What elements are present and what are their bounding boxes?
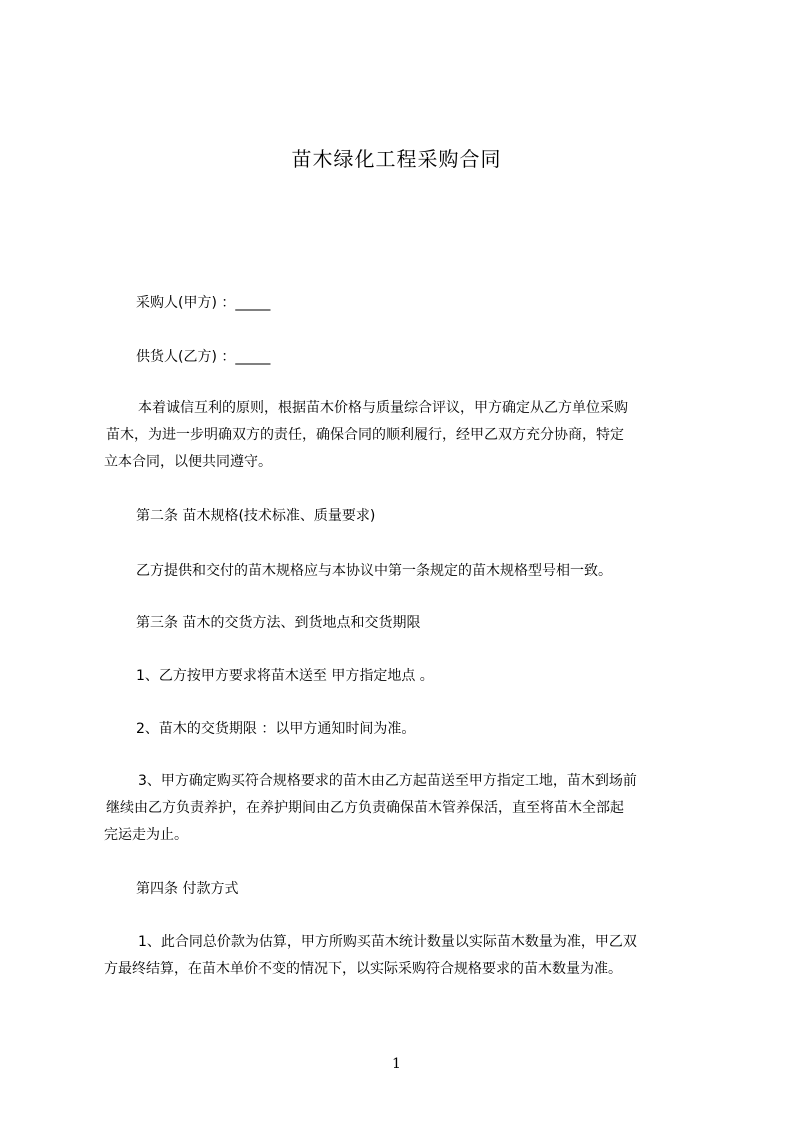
article3-item-3-line-3: 完运走为止。 — [104, 827, 188, 843]
article2-heading: 第二条 苗木规格(技术标准、质量要求) — [136, 508, 376, 524]
intro-line-3: 立本合同，以便共同遵守。 — [104, 454, 272, 470]
article4-item-1 — [104, 929, 704, 983]
page-number: 1 — [392, 1056, 401, 1072]
article4-item-1-line-1: 1、此合同总价款为估算，甲方所购买苗木统计数量以实际苗木数量为准，甲乙双 — [138, 934, 637, 950]
article2-text: 乙方提供和交付的苗木规格应与本协议中第一条规定的苗木规格型号相一致。 — [136, 563, 612, 579]
article3-heading: 第三条 苗木的交货方法、到货地点和交货期限 — [136, 615, 421, 631]
article3-item-2: 2、苗木的交货期限 ：以甲方通知时间为准。 — [136, 721, 416, 737]
contract-title: 苗木绿化工程采购合同 — [291, 147, 502, 171]
article3-item-1: 1、乙方按甲方要求将苗木送至 甲方指定地点 。 — [136, 668, 434, 684]
intro-line-1: 本着诚信互利的原则，根据苗木价格与质量综合评议，甲方确定从乙方单位采购 — [138, 400, 628, 416]
intro-paragraph — [104, 395, 704, 476]
article3-item-3-line-2: 继续由乙方负责养护，在养护期间由乙方负责确保苗木管养保活，直至将苗木全部起 — [106, 800, 624, 816]
intro-line-2: 苗木，为进一步明确双方的责任，确保合同的顺利履行，经甲乙双方充分协商，特定 — [106, 427, 624, 443]
article4-heading: 第四条 付款方式 — [136, 881, 239, 897]
article4-item-1-line-2: 方最终结算，在苗木单价不变的情况下，以实际采购符合规格要求的苗木数量为准。 — [104, 961, 622, 977]
supplier-line: 供货人(乙方) ：_____ — [136, 349, 271, 365]
article3-item-3 — [104, 768, 704, 849]
buyer-line: 采购人(甲方) ：_____ — [136, 295, 271, 311]
article3-item-3-line-1: 3、甲方确定购买符合规格要求的苗木由乙方起苗送至甲方指定工地，苗木到场前 — [138, 773, 637, 789]
